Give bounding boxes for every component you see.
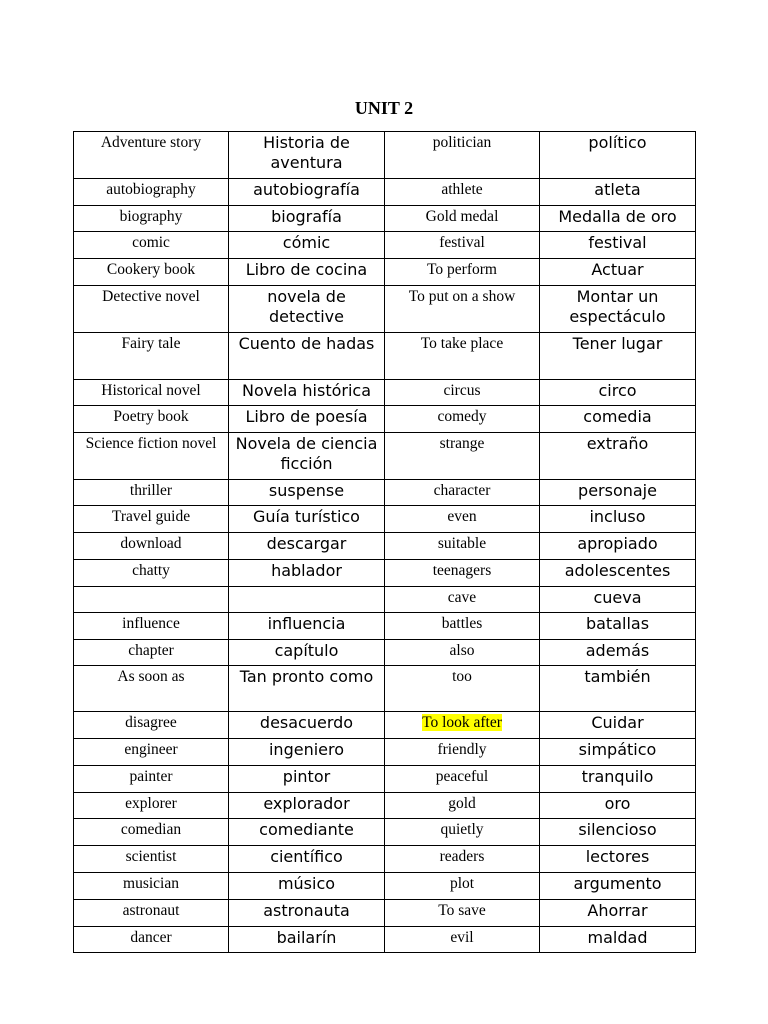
cell-text: peaceful (435, 768, 489, 785)
english-term-cell (385, 506, 540, 533)
english-term-cell (74, 560, 229, 587)
page-title: UNIT 2 (354, 98, 414, 118)
english-term-cell (385, 900, 540, 927)
cell-text: silencioso (578, 820, 657, 839)
cell-text: Travel guide (111, 508, 191, 525)
cell-text: comediante (259, 820, 354, 839)
cell-text: novela de detective (267, 287, 346, 326)
spanish-translation-cell (540, 927, 696, 953)
cell-text: astronaut (122, 902, 180, 919)
english-term-cell (74, 480, 229, 506)
english-term-cell (385, 333, 540, 380)
table-row (74, 259, 696, 286)
cell-text: Fairy tale (121, 335, 181, 352)
cell-text: bailarín (276, 928, 337, 947)
spanish-translation-cell (229, 206, 385, 232)
spanish-translation-cell (540, 533, 696, 560)
spanish-translation-cell (540, 587, 696, 613)
cell-text: astronauta (263, 901, 350, 920)
table-row (74, 873, 696, 900)
english-term-cell (385, 793, 540, 819)
cell-text: Poetry book (113, 408, 189, 425)
english-term-cell (385, 433, 540, 480)
cell-text: además (585, 641, 650, 660)
english-term-cell (385, 286, 540, 333)
table-row (74, 766, 696, 793)
cell-text: apropiado (577, 534, 658, 553)
cell-text: personaje (578, 481, 657, 500)
cell-text: Detective novel (102, 288, 200, 305)
spanish-translation-cell (540, 259, 696, 286)
english-term-cell (74, 433, 229, 480)
cell-text: comedia (583, 407, 652, 426)
spanish-translation-cell (540, 179, 696, 206)
cell-text: readers (439, 848, 485, 865)
cell-text: adolescentes (564, 561, 671, 580)
spanish-translation-cell (540, 333, 696, 380)
spanish-translation-cell (229, 846, 385, 873)
spanish-translation-cell (540, 766, 696, 793)
cell-text: descargar (266, 534, 347, 553)
cell-text: Science fiction novel (85, 435, 217, 452)
english-term-cell (74, 739, 229, 766)
cell-text: científico (270, 847, 343, 866)
spanish-translation-cell (229, 480, 385, 506)
cell-text: download (120, 535, 182, 552)
cell-text: biography (119, 208, 183, 225)
cell-text: extraño (586, 434, 649, 453)
english-term-cell (385, 766, 540, 793)
spanish-translation-cell (540, 739, 696, 766)
english-term-cell (385, 560, 540, 587)
table-row (74, 533, 696, 560)
spanish-translation-cell (540, 666, 696, 712)
english-term-cell (385, 380, 540, 406)
cell-text: lectores (585, 847, 650, 866)
cell-text: Ahorrar (587, 901, 648, 920)
vocabulary-table (73, 131, 696, 953)
cell-text: To put on a show (408, 288, 516, 305)
cell-text: político (588, 133, 647, 152)
spanish-translation-cell (540, 433, 696, 480)
cell-text: cueva (593, 588, 642, 607)
spanish-translation-cell (229, 927, 385, 953)
table-row (74, 380, 696, 406)
spanish-translation-cell (229, 640, 385, 666)
english-term-cell (74, 927, 229, 953)
cell-text: dancer (130, 929, 172, 946)
cell-text: autobiografía (253, 180, 360, 199)
cell-text: batallas (585, 614, 650, 633)
table-row (74, 666, 696, 712)
cell-text: Libro de cocina (245, 260, 368, 279)
cell-text: capítulo (274, 641, 339, 660)
cell-text: engineer (124, 741, 178, 758)
english-term-cell (385, 666, 540, 712)
cell-text: Tan pronto como (239, 667, 374, 686)
table-row (74, 560, 696, 587)
cell-text: circo (598, 381, 637, 400)
english-term-cell (74, 286, 229, 333)
cell-text: comic (132, 234, 170, 251)
cell-text: gold (448, 795, 476, 812)
cell-text: plot (449, 875, 475, 892)
cell-text: painter (129, 768, 173, 785)
spanish-translation-cell (540, 480, 696, 506)
cell-text: too (452, 668, 472, 685)
cell-text: explorer (125, 795, 177, 812)
spanish-translation-cell (540, 506, 696, 533)
cell-text: chatty (132, 562, 170, 579)
table-row (74, 433, 696, 480)
cell-text: ingeniero (268, 740, 345, 759)
spanish-translation-cell (540, 712, 696, 739)
spanish-translation-cell (540, 900, 696, 927)
english-term-cell (385, 640, 540, 666)
spanish-translation-cell (540, 873, 696, 900)
cell-text: influencia (267, 614, 346, 633)
table-row (74, 900, 696, 927)
english-term-cell (385, 206, 540, 232)
english-term-cell (74, 613, 229, 640)
spanish-translation-cell (540, 380, 696, 406)
table-row (74, 406, 696, 433)
spanish-translation-cell (229, 613, 385, 640)
table-row (74, 286, 696, 333)
spanish-translation-cell (540, 613, 696, 640)
english-term-cell (74, 640, 229, 666)
english-term-cell (74, 132, 229, 179)
table-row (74, 132, 696, 179)
spanish-translation-cell (229, 259, 385, 286)
english-term-cell (74, 506, 229, 533)
table-row (74, 640, 696, 666)
spanish-translation-cell (229, 819, 385, 846)
english-term-cell (74, 900, 229, 927)
cell-text: chapter (128, 642, 174, 659)
cell-text: Libro de poesía (245, 407, 368, 426)
cell-text: quietly (440, 821, 484, 838)
cell-text: hablador (271, 561, 342, 580)
english-term-cell (385, 259, 540, 286)
cell-text: festival (439, 234, 485, 251)
cell-text: atleta (594, 180, 641, 199)
cell-text: Montar un espectáculo (569, 287, 666, 326)
cell-text: evil (450, 929, 474, 946)
cell-text: desacuerdo (259, 713, 354, 732)
cell-text: strange (439, 435, 485, 452)
cell-text: To take place (420, 335, 504, 352)
english-term-cell (385, 132, 540, 179)
english-term-cell (74, 793, 229, 819)
cell-text: character (433, 482, 491, 499)
spanish-translation-cell (540, 132, 696, 179)
cell-text: circus (443, 382, 481, 399)
cell-text: musician (123, 875, 179, 892)
cell-text: Medalla de oro (558, 207, 677, 226)
highlighted-term: To look after (422, 714, 502, 731)
spanish-translation-cell (229, 333, 385, 380)
spanish-translation-cell (229, 533, 385, 560)
table-row (74, 232, 696, 259)
table-row (74, 587, 696, 613)
cell-text: suspense (268, 481, 345, 500)
cell-text: Adventure story (100, 134, 202, 151)
table-row (74, 206, 696, 232)
table-row (74, 179, 696, 206)
cell-text: pintor (282, 767, 331, 786)
spanish-translation-cell (229, 560, 385, 587)
english-term-cell (385, 819, 540, 846)
english-term-cell (385, 406, 540, 433)
cell-text: suitable (437, 535, 487, 552)
english-term-cell (74, 666, 229, 712)
spanish-translation-cell (229, 712, 385, 739)
spanish-translation-cell (229, 132, 385, 179)
spanish-translation-cell (229, 666, 385, 712)
english-term-cell (385, 179, 540, 206)
cell-text: To perform (427, 261, 497, 278)
spanish-translation-cell (229, 793, 385, 819)
table-row (74, 793, 696, 819)
english-term-cell (74, 819, 229, 846)
spanish-translation-cell (540, 406, 696, 433)
cell-text: autobiography (106, 181, 196, 198)
spanish-translation-cell (540, 286, 696, 333)
spanish-translation-cell (229, 739, 385, 766)
english-term-cell (74, 766, 229, 793)
spanish-translation-cell (229, 433, 385, 480)
english-term-cell (385, 873, 540, 900)
english-term-cell (385, 480, 540, 506)
cell-text: explorador (263, 794, 350, 813)
english-term-cell (385, 846, 540, 873)
cell-text: influence (122, 615, 180, 632)
cell-text: teenagers (432, 562, 492, 579)
cell-text: comedian (120, 821, 182, 838)
english-term-cell (74, 587, 229, 613)
english-term-cell (74, 179, 229, 206)
cell-text: biografía (271, 207, 342, 226)
spanish-translation-cell (229, 900, 385, 927)
spanish-translation-cell (229, 506, 385, 533)
cell-text: also (449, 642, 475, 659)
table-row (74, 819, 696, 846)
english-term-cell (74, 232, 229, 259)
english-term-cell (385, 927, 540, 953)
english-term-cell (385, 613, 540, 640)
cell-text: cómic (282, 233, 331, 252)
english-term-cell (74, 259, 229, 286)
cell-text: Cookery book (106, 261, 196, 278)
english-term-cell (74, 206, 229, 232)
cell-text: even (447, 508, 477, 525)
spanish-translation-cell (540, 232, 696, 259)
english-term-cell (385, 739, 540, 766)
english-term-cell (385, 587, 540, 613)
english-term-cell (74, 533, 229, 560)
spanish-translation-cell (540, 819, 696, 846)
cell-text: simpático (578, 740, 657, 759)
cell-text: Guía turístico (253, 507, 360, 526)
cell-text: Cuidar (591, 713, 644, 732)
cell-text: también (584, 667, 651, 686)
cell-text: tranquilo (581, 767, 654, 786)
spanish-translation-cell (229, 286, 385, 333)
cell-text: battles (441, 615, 483, 632)
table-row (74, 613, 696, 640)
spanish-translation-cell (229, 766, 385, 793)
cell-text: Historia de aventura (263, 133, 350, 172)
cell-text: friendly (437, 741, 487, 758)
english-term-cell (74, 712, 229, 739)
english-term-cell (385, 712, 540, 739)
table-row (74, 333, 696, 380)
spanish-translation-cell (540, 206, 696, 232)
cell-text: athlete (441, 181, 483, 198)
table-row (74, 712, 696, 739)
table-row (74, 927, 696, 953)
english-term-cell (74, 333, 229, 380)
spanish-translation-cell (229, 380, 385, 406)
cell-text: argumento (573, 874, 662, 893)
spanish-translation-cell (229, 587, 385, 613)
spanish-translation-cell (229, 179, 385, 206)
cell-text: Gold medal (425, 208, 499, 225)
spanish-translation-cell (229, 406, 385, 433)
cell-text: Cuento de hadas (238, 334, 375, 353)
english-term-cell (385, 232, 540, 259)
english-term-cell (74, 873, 229, 900)
cell-text: festival (588, 233, 647, 252)
cell-text: Tener lugar (572, 334, 663, 353)
spanish-translation-cell (540, 640, 696, 666)
table-row (74, 846, 696, 873)
cell-text: músico (277, 874, 336, 893)
cell-text: incluso (589, 507, 646, 526)
english-term-cell (74, 380, 229, 406)
cell-text: As soon as (117, 668, 185, 685)
table-row (74, 506, 696, 533)
cell-text: Actuar (591, 260, 644, 279)
english-term-cell (74, 846, 229, 873)
spanish-translation-cell (229, 232, 385, 259)
cell-text: disagree (125, 714, 177, 731)
cell-text: comedy (437, 408, 487, 425)
spanish-translation-cell (540, 560, 696, 587)
spanish-translation-cell (229, 873, 385, 900)
english-term-cell (74, 406, 229, 433)
english-term-cell (385, 533, 540, 560)
table-row (74, 739, 696, 766)
cell-text: Novela de ciencia ficción (235, 434, 378, 473)
cell-text: oro (604, 794, 631, 813)
spanish-translation-cell (540, 793, 696, 819)
cell-text: scientist (125, 848, 177, 865)
cell-text: Historical novel (101, 382, 201, 399)
spanish-translation-cell (540, 846, 696, 873)
cell-text: Novela histórica (241, 381, 371, 400)
cell-text: cave (447, 589, 477, 606)
table-row (74, 480, 696, 506)
cell-text: To save (438, 902, 486, 919)
cell-text: politician (432, 134, 492, 151)
cell-text: thriller (129, 482, 173, 499)
cell-text: maldad (587, 928, 648, 947)
